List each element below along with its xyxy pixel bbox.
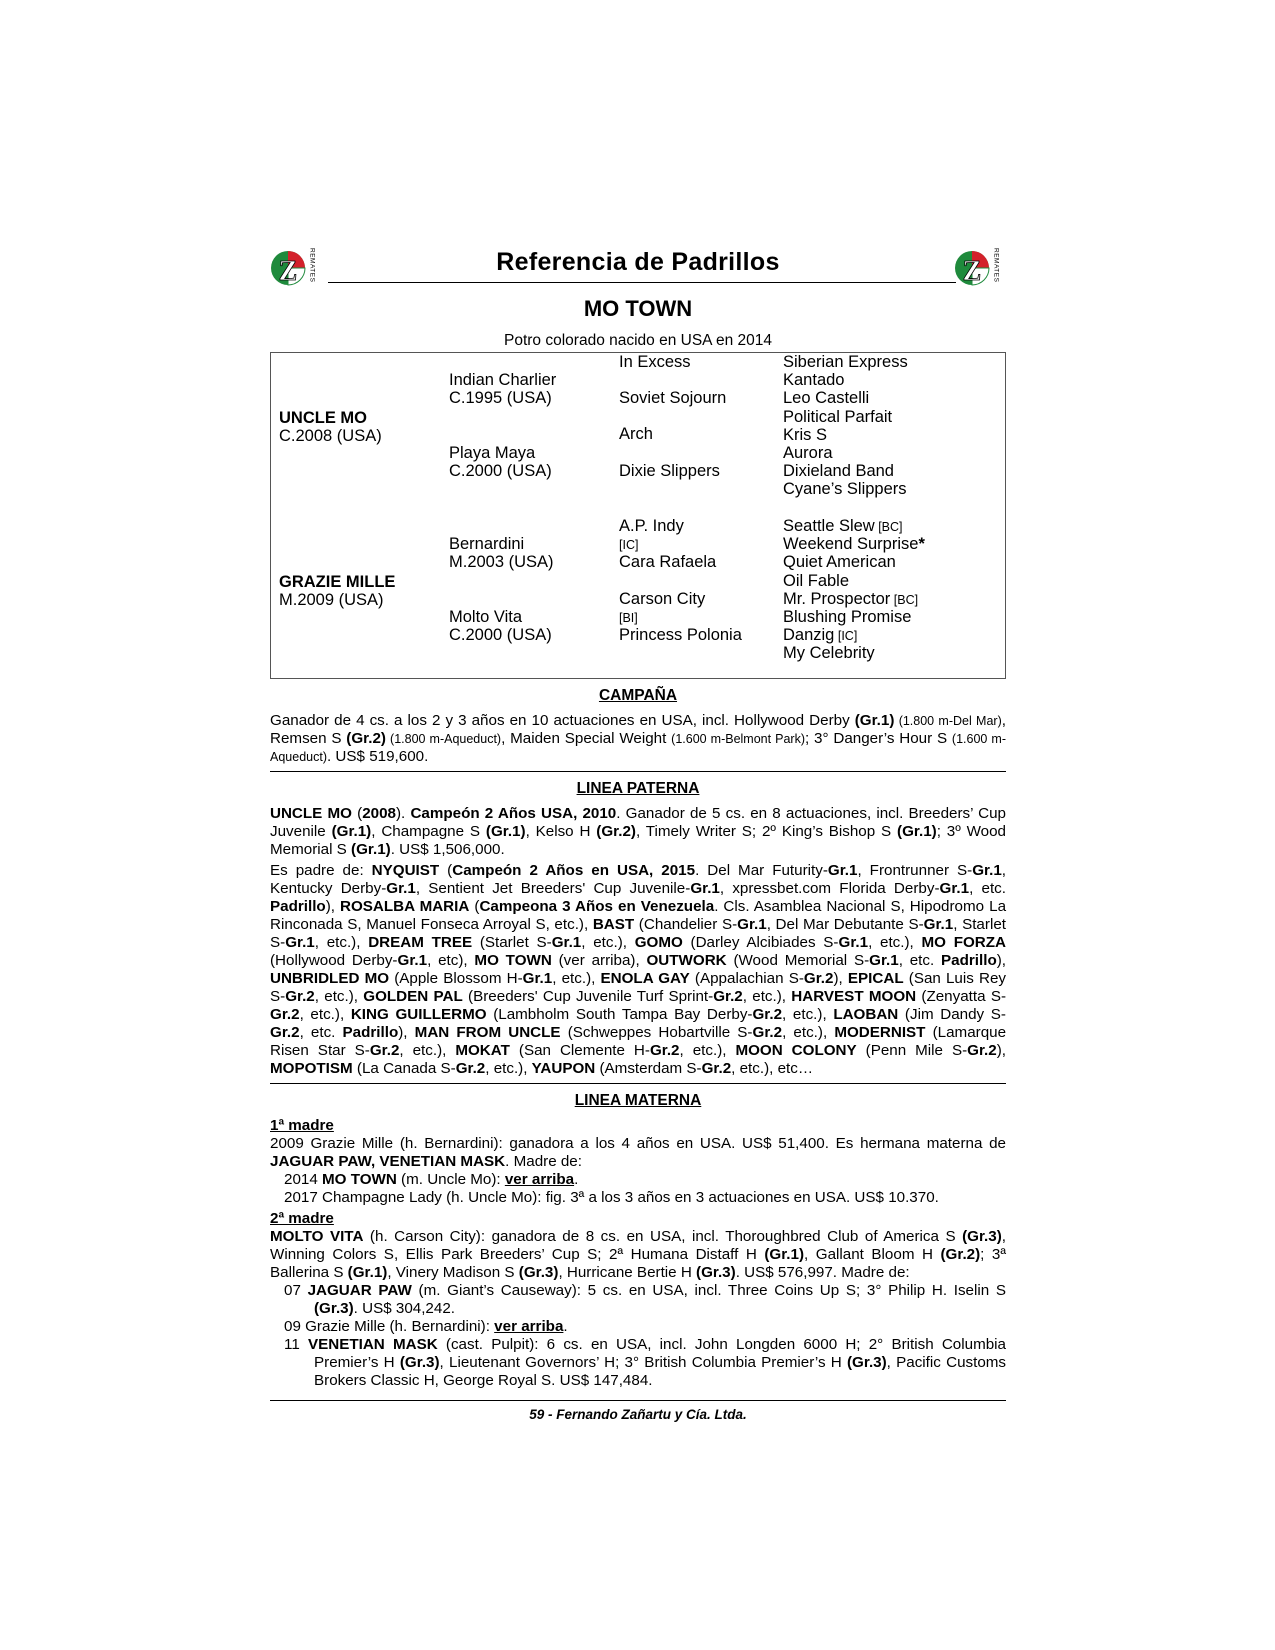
logo-letter: Z — [962, 256, 982, 287]
pedigree-gen4-name: Aurora — [783, 444, 833, 462]
pedigree-gen4-name: Kris S — [783, 425, 828, 444]
horse-name: MO TOWN — [583, 296, 693, 321]
pedigree-gen3-name: Carson City — [619, 590, 706, 608]
pedigree-gen3-name: Dixie Slippers — [619, 462, 720, 480]
pedigree-gen2-info: C.2000 (USA) — [449, 626, 552, 644]
linea-paterna-title: LINEA PATERNA — [576, 780, 700, 797]
pedigree-gen4-name: My Celebrity — [783, 644, 875, 663]
pedigree-gen4-name: Blushing Promise — [783, 608, 912, 626]
linea-materna-title: LINEA MATERNA — [574, 1092, 702, 1109]
foal-entry: 2014 MO TOWN (m. Uncle Mo): ver arriba. — [284, 1171, 579, 1188]
pedigree-gen2-info: C.1995 (USA) — [449, 389, 552, 407]
pedigree-gen3-name: Soviet Sojourn — [619, 389, 727, 407]
pedigree-dam-name: GRAZIE MILLE — [279, 573, 396, 591]
linea-paterna-progeny-text: Es padre de: NYQUIST (Campeón 2 Años en USA, 2015. Del Mar Futurity-Gr.1, Frontrunner S-Gr.1, Kentucky Derby-Gr.1, Sentient Jet Breeders' Cup Juvenile-Gr.1, xpressbet.com Florida Derby-Gr.1, etc. Padrillo), ROSALBA MARIA (Campeona 3 Años en Venezuela. Cls. Asamblea Nacional S, Hipodromo La Rinconada S, Manuel Fonseca Arroyal S, etc.), BAST (Chandelier S-Gr.1, Del Mar Debutante S-Gr.1, Starlet S-Gr.1, etc.), DREAM TREE (Starlet S-Gr.1, etc.), GOMO (Darley Alcibiades S-Gr.1, etc.), MO FORZA (Hollywood Derby-Gr.1, etc), MO TOWN (ver arriba), OUTWORK (Wood Memorial S-Gr.1, etc. Padrillo), UNBRIDLED MO (Apple Blossom H-Gr.1, etc.), ENOLA GAY (Appalachian S-Gr.2), EPICAL (San Luis Rey S-Gr.2, etc.), GOLDEN PAL (Breeders' Cup Juvenile Turf Sprint-Gr.2, etc.), HARVEST MOON (Zenyatta S-Gr.2, etc.), KING GUILLERMO (Lambholm South Tampa Bay Derby-Gr.2, etc.), LAOBAN (Jim Dandy S-Gr.2, etc. Padrillo), MAN FROM UNCLE (Schweppes Hobartville S-Gr.2, etc.), MODERNIST (Lamarque Risen Star S-Gr.2, etc.), MOKAT (San Clemente H-Gr.2, etc.), MOON COLONY (Penn Mile S-Gr.2), MOPOTISM (La Canada S-Gr.2, etc.), YAUPON (Amsterdam S-Gr.2, etc.), etc… — [270, 862, 1007, 1077]
pedigree-gen4-name: Oil Fable — [783, 571, 850, 590]
pedigree-sire-name: UNCLE MO — [279, 409, 367, 427]
pedigree-gen3-tag: [IC] — [619, 538, 639, 552]
foal-entry: 09 Grazie Mille (h. Bernardini): ver arriba. — [284, 1318, 568, 1335]
pedigree-gen4-name: Seattle Slew [BC] — [783, 517, 903, 535]
campana-text: Ganador de 4 cs. a los 2 y 3 años en 10 actuaciones en USA, incl. Hollywood Derby (Gr.1) (1.800 m-Del Mar), Remsen S (Gr.2) (1.800 m-Aqueduct), Maiden Special Weight (1.600 m-Belmont Park); 3° Danger’s Hour S (1.600 m-Aqueduct). US$ 519,600. — [270, 712, 1006, 765]
pedigree-gen2-name: Playa Maya — [449, 444, 536, 462]
pedigree-gen4-name: Weekend Surprise* — [783, 535, 925, 554]
section-divider — [270, 771, 1006, 772]
foal-entry: 07 JAGUAR PAW (m. Giant’s Causeway): 5 cs. en USA, incl. Three Coins Up S; 3° Philip H. Iselin S (Gr.3). US$ 304,242. — [284, 1282, 1006, 1317]
pedigree-gen3-name: In Excess — [619, 353, 691, 371]
first-dam-heading: 1ª madre — [270, 1117, 334, 1134]
pedigree-gen3-name: Cara Rafaela — [619, 553, 717, 571]
foal-entry: 2017 Champagne Lady (h. Uncle Mo): fig. 3ª a los 3 años en 3 actuaciones en USA. US$ 10.370. — [284, 1189, 939, 1206]
pedigree-gen4-name: Siberian Express — [783, 353, 908, 371]
pedigree-gen4-name: Quiet American — [783, 553, 896, 572]
page — [270, 242, 1006, 1422]
pedigree-gen2-name: Bernardini — [449, 535, 525, 553]
second-dam-text: MOLTO VITA (h. Carson City): ganadora de 8 cs. en USA, incl. Thoroughbred Club of America S (Gr.3), Winning Colors S, Ellis Park Breeders’ Cup S; 2ª Humana Distaff H (Gr.1), Gallant Bloom H (Gr.2); 3ª Ballerina S (Gr.1), Vinery Madison S (Gr.3), Hurricane Bertie H (Gr.3). US$ 576,997. Madre de: — [270, 1228, 1006, 1281]
pedigree-gen4-name: Leo Castelli — [783, 389, 870, 408]
pedigree-gen3-name: Princess Polonia — [619, 626, 742, 644]
linea-paterna-sire-text: UNCLE MO (2008). Campeón 2 Años USA, 2010. Ganador de 5 cs. en 8 actuaciones, incl. Breeders’ Cup Juvenile (Gr.1), Champagne S (Gr.1), Kelso H (Gr.2), Timely Writer S; 2º King’s Bishop S (Gr.1); 3º Wood Memorial S (Gr.1). US$ 1,506,000. — [270, 805, 1007, 858]
header-rule — [328, 282, 956, 283]
second-dam-foals — [270, 1282, 1006, 1390]
logo-text: REMATES — [308, 248, 316, 283]
pedigree-gen3-tag: [BI] — [619, 611, 638, 625]
horse-description: Potro colorado nacido en USA en 2014 — [504, 332, 772, 349]
pedigree-gen2-info: M.2003 (USA) — [449, 553, 554, 571]
second-dam-heading: 2ª madre — [270, 1210, 334, 1227]
pedigree-table — [270, 352, 1006, 679]
pedigree-gen4-name: Danzig [IC] — [783, 626, 858, 645]
footer-rule — [270, 1400, 1006, 1401]
pedigree-gen4-name: Cyane’s Slippers — [783, 480, 907, 499]
pedigree-gen3-name: Arch — [619, 425, 653, 443]
page-header — [270, 242, 1006, 292]
pedigree-gen4-name: Dixieland Band — [783, 462, 894, 481]
pedigree-gen3-name: A.P. Indy — [619, 517, 684, 535]
pedigree-gen4-name: Political Parfait — [783, 407, 893, 426]
pedigree-gen2-name: Indian Charlier — [449, 371, 557, 389]
page-footer: 59 - Fernando Zañartu y Cía. Ltda. — [529, 1407, 747, 1422]
pedigree-gen2-info: C.2000 (USA) — [449, 462, 552, 480]
remates-logo-right — [954, 242, 1006, 290]
first-dam-text: 2009 Grazie Mille (h. Bernardini): ganadora a los 4 años en USA. US$ 51,400. Es hermana materna de JAGUAR PAW, VENETIAN MASK. Madre de: — [270, 1135, 1006, 1170]
pedigree-dam-info: M.2009 (USA) — [279, 591, 384, 609]
pedigree-gen4-name: Kantado — [783, 371, 845, 390]
pedigree-gen4-name: Mr. Prospector [BC] — [783, 589, 919, 608]
first-dam-foals — [270, 1171, 1006, 1207]
page-title: Referencia de Padrillos — [496, 248, 780, 276]
logo-letter: Z — [278, 256, 298, 287]
pedigree-sire-info: C.2008 (USA) — [279, 427, 382, 445]
logo-text: REMATES — [992, 248, 1000, 283]
section-divider — [270, 1083, 1006, 1084]
foal-entry: 11 VENETIAN MASK (cast. Pulpit): 6 cs. en USA, incl. John Longden 6000 H; 2° British Columbia Premier’s H (Gr.3), Lieutenant Governors’ H; 3° British Columbia Premier’s H (Gr.3), Pacific Customs Brokers Classic H, George Royal S. US$ 147,484. — [284, 1336, 1007, 1389]
pedigree-gen2-name: Molto Vita — [449, 608, 523, 626]
campana-title: CAMPAÑA — [598, 687, 678, 704]
